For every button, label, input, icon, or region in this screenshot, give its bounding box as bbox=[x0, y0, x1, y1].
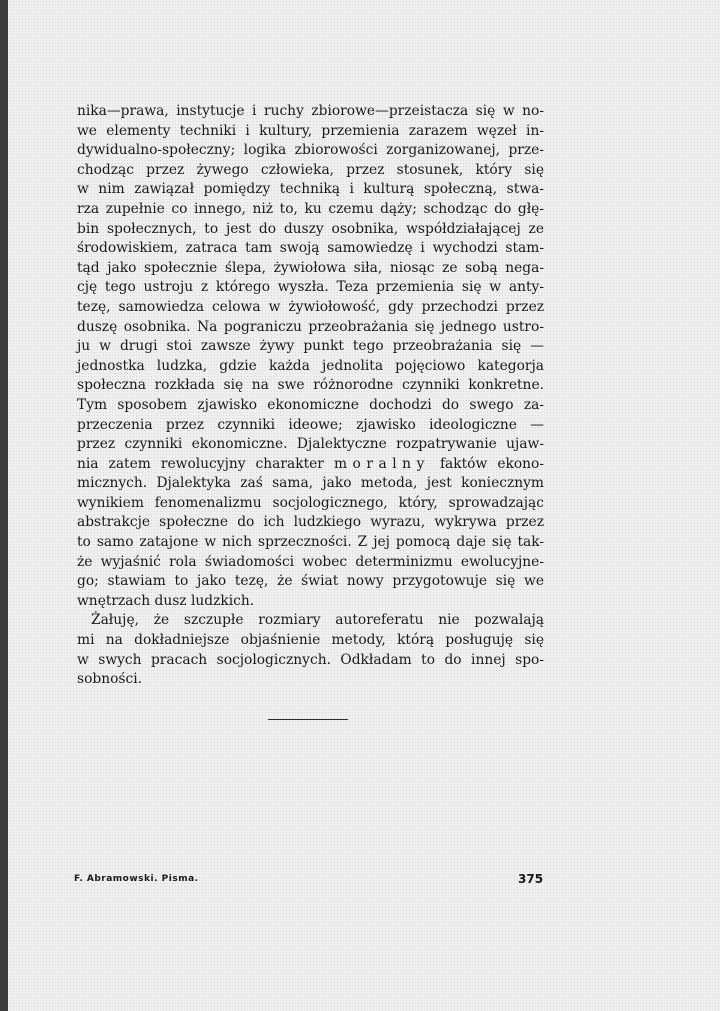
text-line: tezę, samowiedza celowa w żywiołowość, gdy przechodzi przez bbox=[77, 298, 544, 315]
text-line: w nim zawiązał pomiędzy techniką i kulturą społeczną, stwa- bbox=[77, 181, 544, 198]
text-line: dywidualno-społeczny; logika zbiorowości zorganizowanej, prze- bbox=[77, 142, 544, 159]
text-line: ju w drugi stoi zawsze żywy punkt tego przeobrażania się — bbox=[77, 338, 544, 355]
text-line: przez czynniki ekonomiczne. Djalektyczne rozpatrywanie ujaw- bbox=[77, 436, 544, 453]
text-line: środowiskiem, zatraca tam swoją samowiedzę i wychodzi stam- bbox=[77, 240, 544, 257]
section-divider bbox=[268, 719, 348, 720]
text-line: Tym sposobem zjawisko ekonomiczne dochodzi do swego za- bbox=[77, 396, 544, 413]
page-number: 375 bbox=[518, 872, 544, 886]
text-segment: nia zatem rewolucyjny charakter bbox=[77, 455, 324, 472]
text-line: przeczenia przez czynniki ideowe; zjawisko ideologiczne — bbox=[77, 416, 544, 433]
text-line: mi na dokładniejsze objaśnienie metody, którą posługuję się bbox=[77, 632, 544, 649]
text-line: duszę osobnika. Na pograniczu przeobrażania się jednego ustro- bbox=[77, 318, 544, 335]
text-line: sobności. bbox=[77, 671, 143, 688]
text-line: jednostka ludzka, gdzie każda jednolita pojęciowo kategorja bbox=[77, 357, 544, 374]
text-line: wynikiem fenomenalizmu socjologicznego, który, sprowadzając bbox=[77, 494, 544, 511]
text-line: rza zupełnie co innego, niż to, ku czemu dąży; schodząc do głę- bbox=[77, 200, 544, 217]
text-line: chodząc przez żywego człowieka, przez stosunek, który się bbox=[77, 161, 544, 178]
text-line: micznych. Djalektyka zaś sama, jako metoda, jest koniecznym bbox=[77, 475, 544, 492]
binding-edge bbox=[0, 0, 8, 1011]
text-segment: faktów ekono- bbox=[439, 455, 545, 472]
text-line: go; stawiam to jako tezę, że świat nowy przygotowuje się we bbox=[77, 573, 544, 590]
text-line: w swych pracach socjologicznych. Odkładam to do innej spo- bbox=[77, 651, 544, 668]
text-line: Żałuję, że szczupłe rozmiary autoreferatu nie pozwalają bbox=[91, 612, 544, 629]
text-line: bin społecznych, to jest do duszy osobnika, współdziałającej ze bbox=[77, 220, 544, 237]
text-line: że wyjaśnić rola świadomości wobec determinizmu ewolucyjne- bbox=[77, 553, 544, 570]
text-line: społeczna rozkłada się na swe różnorodne czynniki konkretne. bbox=[77, 377, 544, 394]
text-line-spaced-emphasis bbox=[77, 455, 544, 475]
text-line: tąd jako społecznie ślepa, żywiołowa siła, niosąc ze sobą nega- bbox=[77, 259, 544, 276]
text-line: nika—prawa, instytucje i ruchy zbiorowe—przeistacza się w no- bbox=[77, 103, 544, 119]
spaced-word: moralny bbox=[333, 455, 430, 472]
body-text bbox=[77, 102, 544, 690]
text-line: abstrakcje społeczne do ich ludzkiego wyrazu, wykrywa przez bbox=[77, 514, 544, 531]
text-line: we elementy techniki i kultury, przemienia zarazem węzeł in- bbox=[77, 122, 544, 139]
text-line: cję tego ustroju z którego wyszła. Teza przemienia się w anty- bbox=[77, 279, 544, 296]
footer-signature: F. Abramowski. Pisma. bbox=[74, 874, 199, 884]
text-line: wnętrzach dusz ludzkich. bbox=[77, 592, 255, 609]
text-line: to samo zatajone w nich sprzeczności. Z jej pomocą daje się tak- bbox=[77, 534, 544, 551]
